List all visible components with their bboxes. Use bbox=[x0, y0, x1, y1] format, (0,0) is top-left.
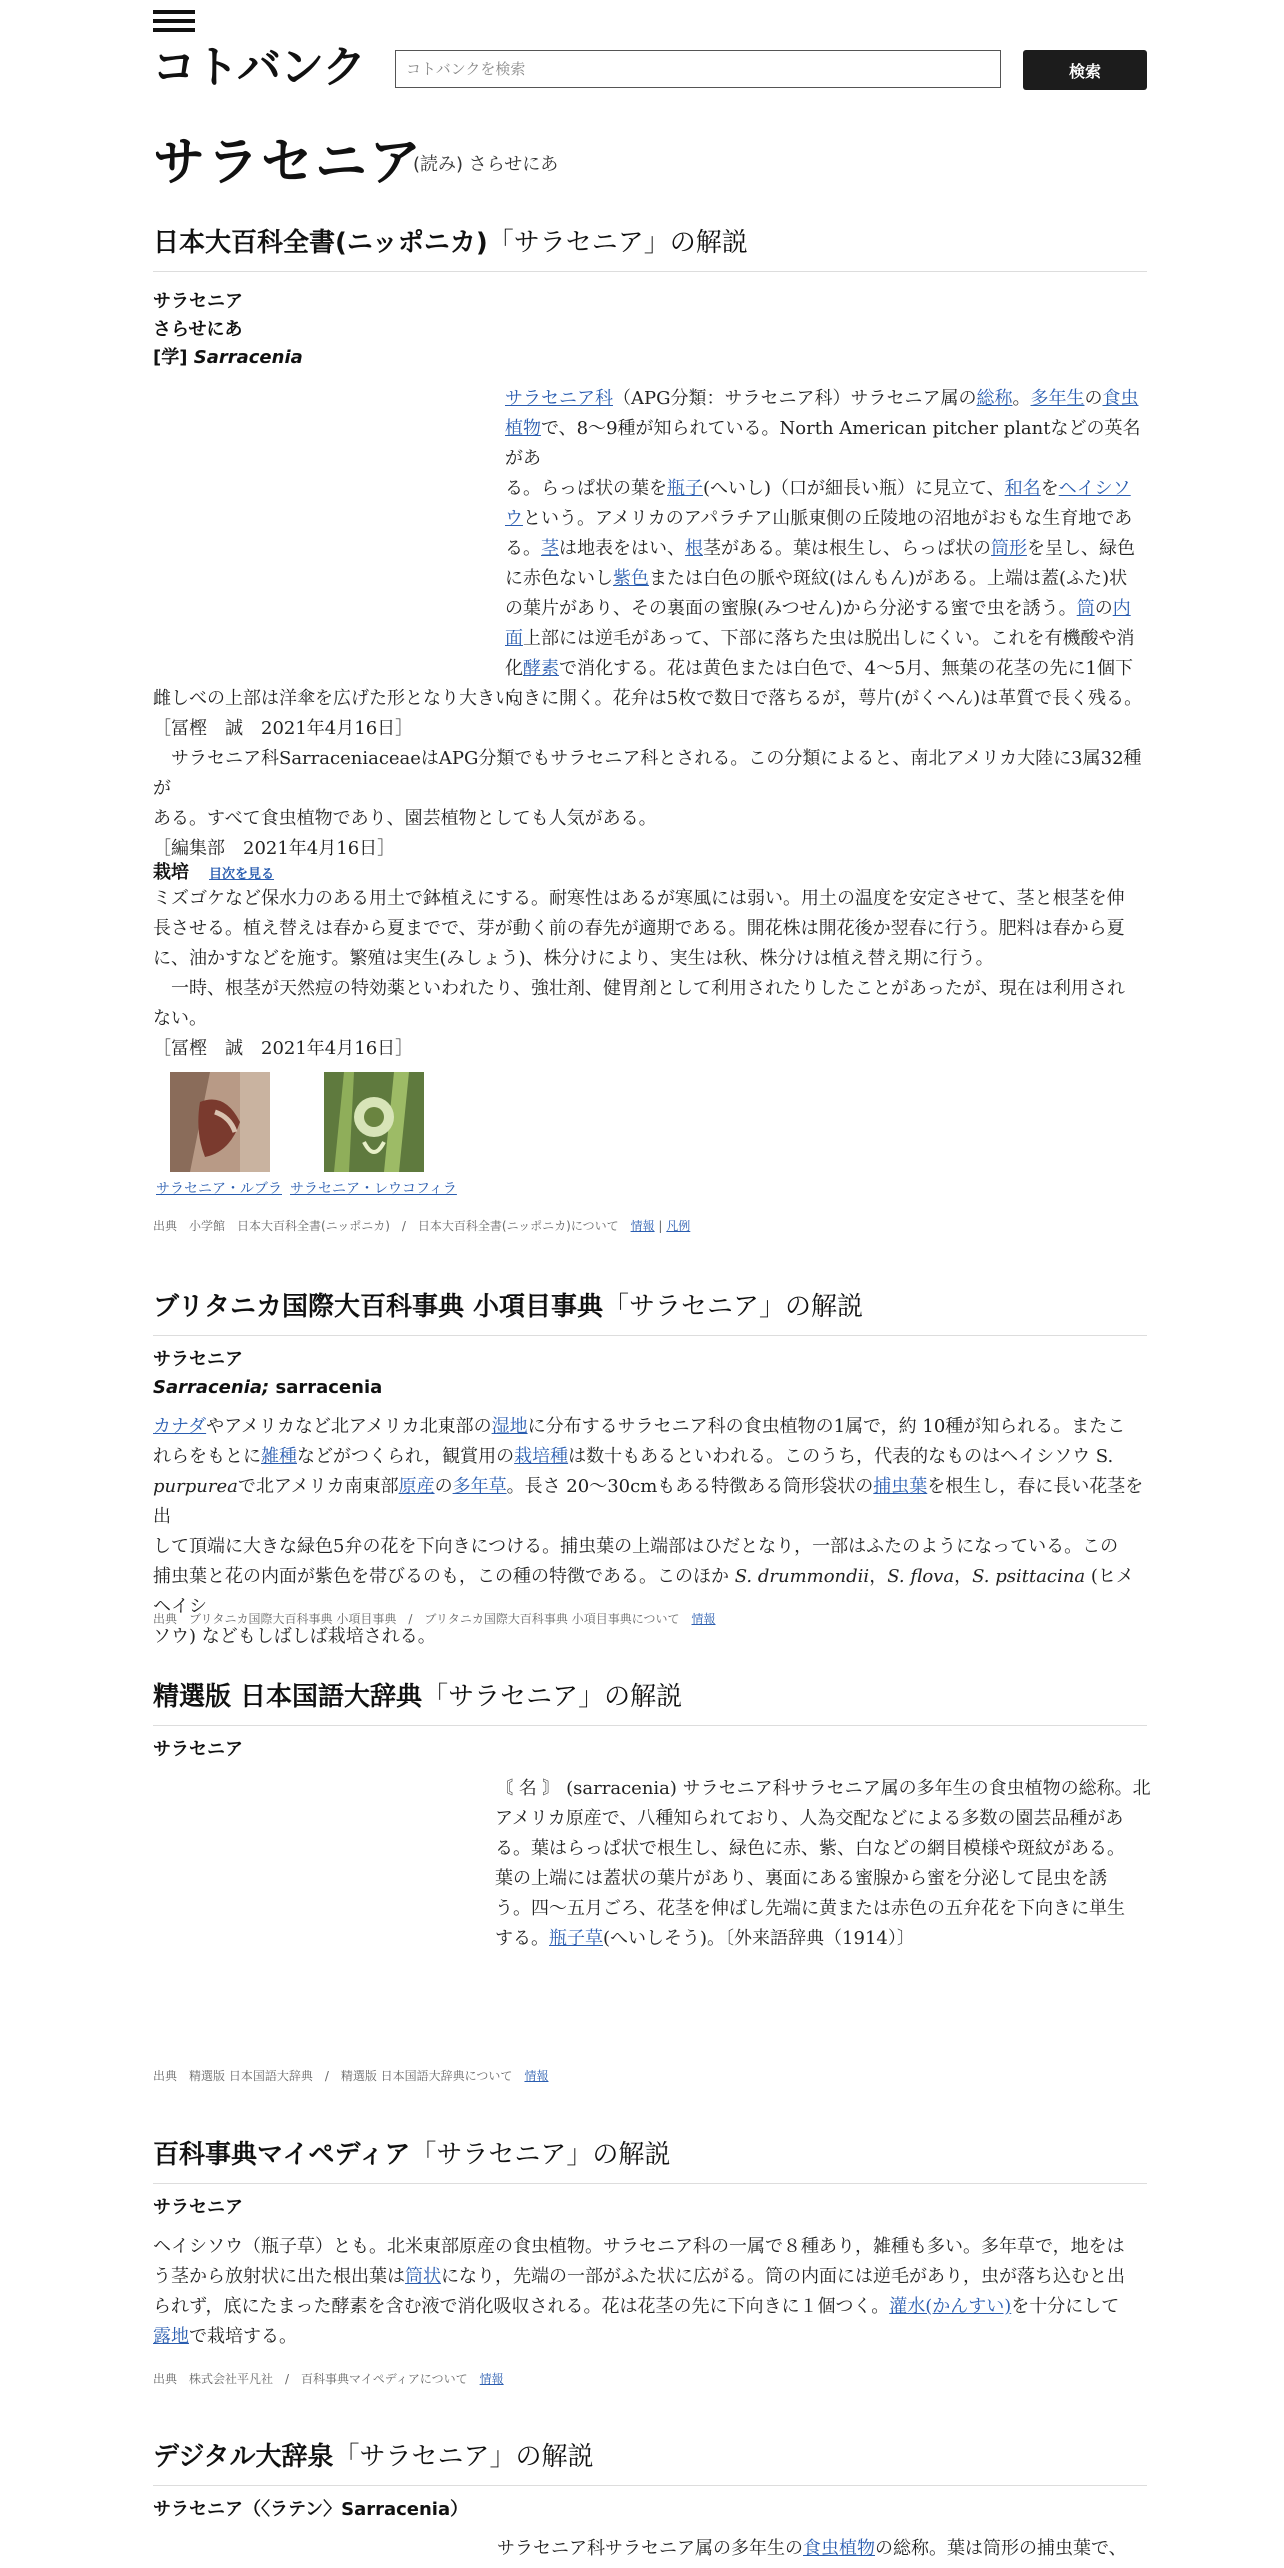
link-kouso[interactable]: 酵素 bbox=[523, 658, 559, 679]
link-heishisou[interactable]: ヘイシソ bbox=[1058, 478, 1131, 499]
site-logo[interactable]: コトバンク bbox=[152, 42, 366, 93]
thumbnail-sarracenia-leucophylla[interactable] bbox=[324, 1072, 424, 1172]
headword: サラセニア bbox=[153, 2197, 243, 2218]
toc-link[interactable]: 目次を見る bbox=[209, 867, 275, 882]
source-kokugo: 出典 精選版 日本国語大辞典 / 精選版 日本国語大辞典について 情報 bbox=[153, 2069, 549, 2083]
link-heishisou-2[interactable]: ウ bbox=[505, 508, 523, 529]
link-soushou[interactable]: 総称 bbox=[976, 388, 1013, 409]
headword: サラセニア（〈ラテン〉Sarracenia） bbox=[153, 2499, 469, 2520]
source-hanrei-link[interactable]: 凡例 bbox=[666, 1219, 691, 1233]
link-shokuchu-shokubutsu[interactable]: 食虫植物 bbox=[803, 2538, 875, 2559]
link-tsutsujou[interactable]: 筒状 bbox=[405, 2266, 441, 2287]
nipponica-body: サラセニア科（APG分類：サラセニア科）サラセニア属の総称。多年生の食虫 植物で、8～9種が知られている。North American pitcher plantなどの英名があ る。らっぱ状の葉を瓶子(へいし)（口が細長い瓶）に見立て、和名をヘイシソ ウという。アメリカのアパラチア山脈東側の丘陵地の沼地がおもな生育地であ る。茎は地表をはい、根茎がある。葉は根生し、らっぱ状の筒形を呈し、緑色 に赤色ないし紫色または白色の脈や斑紋(はんもん)がある。上端は蓋(ふた)状 の葉片があり、その裏面の蜜腺(みつせん)から分泌する蜜で虫を誘う。筒の内 面上部には逆毛があって、下部に落ちた虫は脱出しにくい。これを有機酸や消 化酵素で消化する。花は黄色または白色で、4～5月、無葉の花茎の先に1個下 向きに開く。花弁は5枚で数日で落ちるが，萼片(がくへん)は革質で長く残る。 bbox=[505, 388, 1143, 709]
section-heading-daijisen: デジタル大辞泉「サラセニア」の解説 bbox=[153, 2436, 1147, 2486]
daijisen-body: サラセニア科サラセニア属の多年生の食虫植物の総称。葉は筒形の捕虫葉で、 bbox=[497, 2538, 1127, 2559]
link-canada[interactable]: カナダ bbox=[153, 1416, 207, 1437]
link-hochuuyou[interactable]: 捕虫葉 bbox=[873, 1476, 928, 1497]
source-nipponica: 出典 小学館 日本大百科全書(ニッポニカ) / 日本大百科全書(ニッポニカ)について 情報 | 凡例 bbox=[153, 1219, 691, 1233]
link-murasaki[interactable]: 紫色 bbox=[613, 568, 649, 589]
search-input[interactable] bbox=[395, 50, 1001, 88]
kokugo-body: 〘 名 〙 (sarracenia) サラセニア科サラセニア属の多年生の食虫植物の総称。北 アメリカ原産で、八種知られており、人為交配などによる多数の園芸品種があ る。葉はらっぱ状で根生し、緑色に赤、紫、白などの網目模様や斑紋がある。 葉の上端には蓋状の葉片があり、裏面にある蜜腺から蜜を分泌して昆虫を誘 う。四～五月ごろ、花茎を伸ばし先端に黄または赤色の五弁花を下向きに単生 する。瓶子草(へいしそう)。〔外来語辞典（1914）〕 bbox=[495, 1778, 1151, 1949]
source-info-link[interactable]: 情報 bbox=[524, 2069, 549, 2083]
caption-link-leucophylla[interactable]: サラセニア・レウコフィラ bbox=[290, 1181, 457, 1197]
thumbnail-sarracenia-rubra[interactable] bbox=[170, 1072, 270, 1172]
source-info-link[interactable]: 情報 bbox=[479, 2372, 504, 2386]
link-kuki[interactable]: 茎 bbox=[541, 538, 559, 559]
caption-link-rubra[interactable]: サラセニア・ルブラ bbox=[156, 1181, 282, 1197]
source-info-link[interactable]: 情報 bbox=[630, 1219, 655, 1233]
link-shokuchu[interactable]: 食虫 bbox=[1102, 388, 1139, 409]
reading-label: (読み) さらせにあ bbox=[413, 154, 559, 175]
link-naimen-2[interactable]: 面 bbox=[505, 628, 523, 649]
link-naimen[interactable]: 内 bbox=[1112, 598, 1131, 619]
link-shicchi[interactable]: 湿地 bbox=[491, 1416, 528, 1437]
cultivation-heading: 栽培 目次を見る bbox=[153, 862, 275, 883]
page-title: サラセニア bbox=[153, 133, 424, 193]
section-heading-kokugo: 精選版 日本国語大辞典「サラセニア」の解説 bbox=[153, 1676, 1147, 1726]
link-wamei[interactable]: 和名 bbox=[1004, 478, 1041, 499]
headword: サラセニア bbox=[153, 1739, 243, 1760]
link-tanensei[interactable]: 多年生 bbox=[1030, 388, 1085, 409]
link-shokubutsu[interactable]: 植物 bbox=[505, 418, 541, 439]
search-button[interactable]: 検索 bbox=[1023, 50, 1147, 90]
link-heishisou[interactable]: 瓶子草 bbox=[549, 1928, 603, 1949]
section-heading-mypedia: 百科事典マイペディア「サラセニア」の解説 bbox=[153, 2134, 1147, 2184]
mypedia-body: ヘイシソウ（瓶子草）とも。北米東部原産の食虫植物。サラセニア科の一属で８種あり，雑種も多い。多年草で，地をは う茎から放射状に出た根出葉は筒状になり，先端の一部がふた状に広がる。筒の内面には逆毛があり，虫が落ち込むと出 られず，底にたまった酵素を含む液で消化吸収される。花は花茎の先に下向きに１個つく。灌水(かんすい)を十分にして 露地で栽培する。 bbox=[153, 2236, 1125, 2347]
cultivation-body: ミズゴケなど保水力のある用土で鉢植えにする。耐寒性はあるが寒風には弱い。用土の温度を安定させて、茎と根茎を伸 長させる。植え替えは春から夏までで、芽が動く前の春先が適期である。開花株は開花後か翌春に行う。肥料は春から夏 に、油かすなどを施す。繁殖は実生(みしょう)、株分けにより、実生は秋、株分けは植え替え期に行う。 一時、根茎が天然痘の特効薬といわれたり、強壮剤、健胃剤として利用されたりしたことがあったが、現在は利用され ない。 ［冨樫 誠 2021年4月16日］ bbox=[153, 888, 1125, 1059]
link-roji[interactable]: 露地 bbox=[153, 2326, 189, 2347]
source-britannica: 出典 ブリタニカ国際大百科事典 小項目事典 / ブリタニカ国際大百科事典 小項目事典について 情報 bbox=[153, 1612, 716, 1626]
link-tanensou[interactable]: 多年草 bbox=[452, 1476, 507, 1497]
section-heading-britannica: ブリタニカ国際大百科事典 小項目事典「サラセニア」の解説 bbox=[153, 1286, 1147, 1336]
link-heishi[interactable]: 瓶子 bbox=[667, 478, 703, 499]
link-ne[interactable]: 根 bbox=[685, 538, 703, 559]
link-kansui[interactable]: 灌水(かんすい) bbox=[889, 2296, 1012, 2317]
britannica-body: カナダやアメリカなど北アメリカ北東部の湿地に分布するサラセニア科の食虫植物の1属で，約 10種が知られる。またこ れらをもとに雑種などがつくられ，観賞用の栽培種は数十もあるといわれる。このうち，代表的なものはヘイシソウ S. purpureaで北アメリカ南東部原産の多年草。長さ 20～30cmもある特徴ある筒形袋状の捕虫葉を根生し，春に長い花茎を出 して頂端に大きな緑色5弁の花を下向きにつける。捕虫葉の上端部はひだとなり，一部はふたのようになっている。この 捕虫葉と花の内面が紫色を帯びるのも，この種の特徴である。このほか S. drummondii，S. flova，S. psittacina (ヒメヘイシ ソウ) などもしばしば栽培される。 bbox=[153, 1416, 1144, 1647]
source-mypedia: 出典 株式会社平凡社 / 百科事典マイペディアについて 情報 bbox=[153, 2372, 504, 2386]
source-info-link[interactable]: 情報 bbox=[691, 1612, 716, 1626]
nipponica-body-cont: 雌しべの上部は洋傘を広げた形となり大きい。 ［冨樫 誠 2021年4月16日］ サラセニア科SarraceniaceaeはAPG分類でもサラセニア科とされる。この分類によると、南北アメリカ大陸に3属32種が ある。すべて食虫植物であり、園芸植物としても人気がある。 ［編集部 2021年4月16日］ bbox=[153, 688, 1142, 859]
link-saibaishu[interactable]: 栽培種 bbox=[514, 1446, 569, 1467]
link-zasshu[interactable]: 雑種 bbox=[261, 1446, 297, 1467]
link-tsutsu[interactable]: 筒 bbox=[1076, 598, 1095, 619]
link-tsutsugata[interactable]: 筒形 bbox=[991, 538, 1027, 559]
headword: サラセニア bbox=[153, 1349, 243, 1370]
headword-reading: さらせにあ bbox=[153, 319, 243, 340]
hamburger-menu-icon[interactable] bbox=[153, 10, 195, 32]
headword-scientific: [学] Sarracenia bbox=[153, 347, 303, 368]
headword-scientific: Sarracenia; sarracenia bbox=[153, 1377, 383, 1398]
link-saraceniaka[interactable]: サラセニア科 bbox=[505, 388, 613, 409]
headword: サラセニア bbox=[153, 291, 243, 312]
link-gensan[interactable]: 原産 bbox=[398, 1476, 435, 1497]
section-heading-nipponica: 日本大百科全書(ニッポニカ)「サラセニア」の解説 bbox=[153, 222, 1147, 272]
